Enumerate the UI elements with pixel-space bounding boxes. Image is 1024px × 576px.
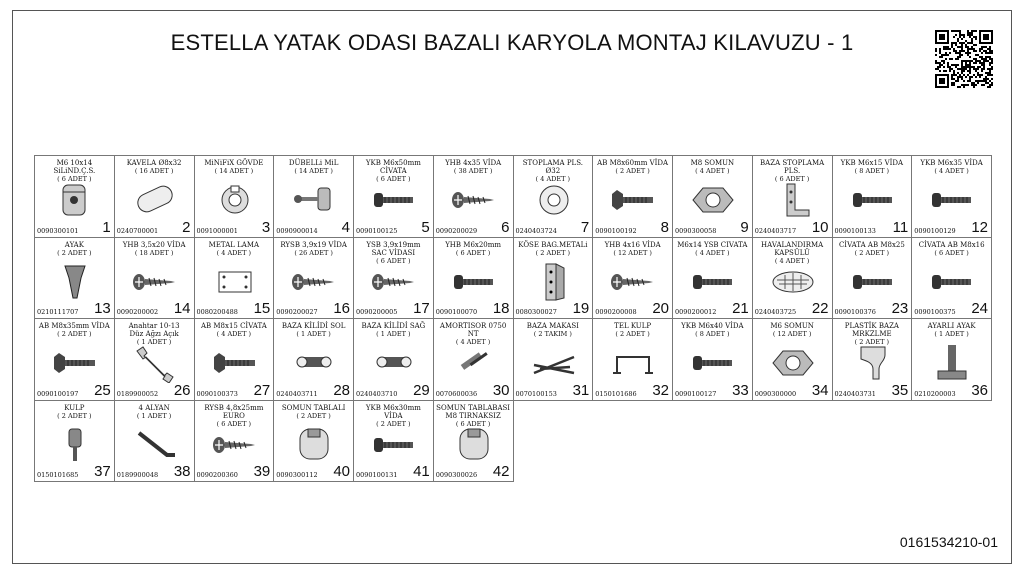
part-cell [593, 156, 673, 238]
part-name [37, 404, 112, 420]
part-name [276, 404, 351, 420]
part-number: 15 [253, 300, 271, 317]
part-cell [274, 401, 354, 483]
part-number: 39 [253, 463, 271, 480]
empty-cell [833, 401, 913, 483]
part-quantity: ( 2 ADET ) [854, 338, 890, 346]
part-quantity: ( 4 ADET ) [695, 167, 730, 175]
part-code: 0090100129 [914, 226, 956, 235]
part-name [675, 322, 750, 338]
part-code: 0240403725 [754, 308, 797, 316]
part-cell [514, 319, 594, 401]
allen-key-icon [131, 425, 179, 465]
cap-nut-icon [450, 425, 498, 465]
foot-icon [928, 343, 976, 383]
part-code: 0090100125 [356, 226, 398, 235]
part-code: 0210111707 [37, 308, 79, 316]
part-cell [115, 156, 195, 238]
part-quantity: ( 16 ADET ) [134, 167, 174, 175]
part-name [436, 159, 511, 175]
part-number: 30 [492, 381, 510, 399]
part-name [516, 241, 591, 257]
bolt-icon [928, 180, 976, 220]
part-quantity: ( 1 ADET ) [934, 330, 969, 338]
part-name-text: KAVELA Ø8x32 [126, 159, 182, 167]
part-cell [753, 156, 833, 238]
part-quantity: ( 1 ADET ) [376, 330, 411, 338]
cylinder-nut-icon [51, 180, 99, 220]
part-quantity: ( 1 ADET ) [296, 330, 331, 338]
part-code: 0189900052 [116, 389, 159, 398]
part-code: 0240403731 [834, 389, 876, 398]
part-cell [593, 238, 673, 320]
part-number: 25 [94, 381, 111, 399]
part-name [37, 322, 112, 338]
part-name-text: RYSB 4,8x25mm EURO [204, 403, 264, 420]
part-quantity: ( 14 ADET ) [214, 167, 254, 175]
part-number: 19 [572, 300, 590, 317]
part-code: 0090200360 [196, 471, 238, 479]
part-code: 0090300026 [435, 471, 478, 479]
part-cell [35, 319, 115, 401]
part-quantity: ( 2 ADET ) [615, 330, 650, 338]
part-name-text: YHB 3,5x20 VİDA [122, 240, 186, 249]
part-quantity: ( 2 ADET ) [57, 330, 92, 338]
part-number: 4 [341, 218, 350, 236]
screw-icon [290, 262, 338, 302]
part-code: 0090300000 [754, 389, 797, 398]
parts-grid [34, 155, 992, 482]
part-quantity: ( 6 ADET ) [934, 248, 969, 257]
part-cell [354, 319, 434, 401]
vent-icon [769, 262, 817, 302]
part-quantity: ( 6 ADET ) [376, 175, 411, 183]
part-name-text: MiNiFiX GÖVDE [204, 159, 264, 167]
part-name-text: YHB 4x16 VİDA [604, 240, 661, 249]
part-code: 0090300112 [276, 471, 318, 479]
part-name-text: BAZA STOPLAMA PLS. [760, 159, 825, 175]
part-quantity: ( 4 ADET ) [695, 248, 730, 257]
part-cell [753, 238, 833, 320]
part-name-text: AB M8x60mm VİDA [597, 159, 669, 167]
part-quantity: ( 2 ADET ) [535, 248, 571, 257]
bolt-icon [689, 343, 737, 383]
part-name-text: 4 ALYAN [138, 403, 170, 412]
part-cell [673, 156, 753, 238]
part-code: 0070600036 [435, 389, 478, 398]
part-number: 17 [413, 300, 430, 317]
part-code: 0090100197 [37, 389, 79, 398]
part-cell [833, 156, 913, 238]
part-quantity: ( 12 ADET ) [613, 248, 652, 257]
part-cell [434, 238, 514, 320]
part-name [675, 241, 750, 257]
screw-icon [211, 425, 259, 465]
part-quantity: ( 2 ADET ) [615, 167, 650, 175]
part-name-text: YSB 3,9x19mm SAC VİDASI [366, 240, 421, 257]
part-name [37, 241, 112, 257]
part-name-text: M6 10x14 SiLiND.Ç.S. [53, 159, 96, 175]
part-name-text: YKB M6x35 VİDA [920, 159, 983, 167]
part-name-text: Anahtar 10-13 Düz Ağzı Açık [128, 322, 180, 338]
part-number: 33 [732, 381, 749, 399]
document-number: 0161534210-01 [899, 534, 998, 550]
part-quantity: ( 8 ADET ) [854, 167, 890, 175]
part-quantity: ( 6 ADET ) [216, 419, 252, 428]
nut-icon [689, 180, 737, 220]
part-quantity: ( 6 ADET ) [455, 248, 491, 257]
part-name [276, 322, 351, 338]
part-quantity: ( 1 ADET ) [136, 338, 172, 346]
empty-cell [912, 401, 992, 483]
part-number: 40 [333, 463, 350, 480]
part-name-text: DÜBELLi MiL [288, 159, 339, 167]
part-number: 31 [572, 381, 590, 399]
screw-icon [370, 262, 418, 302]
part-name [914, 322, 989, 338]
part-number: 41 [413, 463, 430, 480]
part-code: 0080200488 [196, 308, 238, 316]
part-name-text: AMORTISOR 0750 NT [439, 322, 507, 338]
part-cell [912, 238, 992, 320]
part-code: 0090100133 [834, 226, 876, 235]
part-name-text: STOPLAMA PLS. Ø32 [522, 159, 583, 175]
part-code: 0150101686 [595, 389, 637, 398]
part-cell [833, 319, 913, 401]
bolt-icon [450, 262, 498, 302]
part-quantity: ( 26 ADET ) [294, 248, 333, 257]
part-code: 0090200008 [595, 308, 637, 316]
part-number: 12 [971, 218, 988, 236]
bolt-icon [849, 262, 897, 302]
part-code: 0240403710 [356, 389, 398, 398]
stopper-icon [530, 180, 578, 220]
part-name-text: BAZA KİLİDİ SAĞ [361, 322, 426, 330]
bracket-icon [769, 180, 817, 220]
bolt-icon [689, 262, 737, 302]
hex-bolt-icon [211, 343, 259, 383]
part-number: 1 [102, 218, 111, 236]
leg-icon [51, 262, 99, 302]
part-number: 23 [891, 300, 909, 317]
part-name [595, 159, 670, 175]
part-code: 0090100373 [196, 389, 238, 398]
part-quantity: ( 38 ADET ) [453, 167, 493, 175]
part-name [117, 404, 192, 420]
part-number: 8 [660, 218, 669, 236]
qr-code-icon [935, 30, 993, 88]
part-number: 28 [333, 381, 350, 399]
part-number: 3 [261, 218, 271, 236]
part-number: 36 [971, 381, 988, 399]
part-quantity: ( 6 ADET ) [376, 256, 411, 265]
part-cell [833, 238, 913, 320]
part-code: 0090200012 [675, 308, 717, 316]
part-cell [912, 319, 992, 401]
part-cell [274, 238, 354, 320]
part-code: 0090300058 [675, 226, 717, 235]
part-name-text: TEL KULP [614, 322, 652, 330]
part-number: 7 [580, 218, 590, 236]
part-quantity: ( 2 ADET ) [854, 248, 890, 257]
part-number: 42 [492, 463, 510, 480]
part-name [197, 159, 272, 175]
part-number: 16 [333, 300, 350, 317]
part-name-text: AYARLI AYAK [927, 322, 976, 330]
part-number: 13 [94, 300, 111, 317]
minifix-icon [211, 180, 259, 220]
part-cell [195, 156, 275, 238]
part-name [595, 322, 670, 338]
bolt-icon [849, 180, 897, 220]
part-quantity: ( 6 ADET ) [455, 419, 491, 428]
part-number: 11 [892, 218, 909, 236]
part-code: 0240403717 [754, 226, 797, 235]
part-code: 0090200002 [116, 308, 159, 316]
part-cell [354, 401, 434, 483]
part-code: 0150101685 [37, 471, 79, 479]
part-code: 0090200027 [276, 308, 318, 316]
part-name-text: BAZA MAKASI [526, 322, 579, 330]
part-name-text: AB M8x35mm VİDA [38, 322, 110, 330]
part-number: 6 [501, 218, 510, 236]
part-code: 0090100070 [435, 308, 478, 316]
part-number: 10 [811, 218, 829, 236]
part-code: 0240403711 [276, 389, 318, 398]
screw-icon [609, 262, 657, 302]
part-name-text: YHB M6x20mm [445, 240, 502, 249]
part-number: 37 [94, 463, 111, 480]
part-cell [434, 319, 514, 401]
part-code: 0090200005 [356, 308, 398, 316]
plate-icon [211, 262, 259, 302]
part-number: 21 [732, 300, 749, 317]
part-name-text: HAVALANDIRMA KAPSÜLÜ [761, 240, 824, 257]
part-number: 20 [652, 300, 669, 317]
part-cell [35, 156, 115, 238]
part-name-text: YHB 4x35 VİDA [445, 159, 502, 167]
bolt-icon [370, 180, 418, 220]
part-name-text: YKB M6x40 VİDA [681, 322, 744, 330]
part-cell [115, 238, 195, 320]
part-name-text: M8 SOMUN [690, 159, 735, 167]
part-name-text: AB M8x15 CİVATA [200, 322, 267, 330]
part-cell [593, 319, 673, 401]
part-quantity: ( 4 ADET ) [934, 167, 969, 175]
part-cell [673, 319, 753, 401]
empty-cell [673, 401, 753, 483]
part-cell [354, 238, 434, 320]
part-number: 32 [652, 381, 669, 399]
part-name-text: RYSB 3,9x19 VİDA [280, 240, 347, 249]
empty-cell [753, 401, 833, 483]
part-number: 35 [891, 381, 909, 399]
part-cell [195, 238, 275, 320]
part-quantity: ( 14 ADET ) [294, 167, 333, 175]
part-quantity: ( 2 ADET ) [296, 411, 331, 420]
part-code: 0090200029 [435, 226, 478, 235]
wire-handle-icon [609, 343, 657, 383]
part-name-text: CİVATA AB M8x16 [918, 240, 985, 249]
part-cell [274, 319, 354, 401]
part-quantity: ( 4 ADET ) [216, 330, 252, 338]
part-quantity: ( 1 ADET ) [136, 411, 172, 420]
part-cell [912, 156, 992, 238]
part-cell [753, 319, 833, 401]
part-name [117, 241, 192, 257]
part-name [914, 241, 989, 257]
empty-cell [593, 401, 673, 483]
part-name-text: YKB M6x50mm CİVATA [365, 159, 421, 175]
part-number: 5 [421, 218, 430, 236]
part-name-text: KÖSE BAG.METALi [518, 240, 588, 249]
screw-icon [131, 262, 179, 302]
part-code: 0210200003 [914, 389, 956, 398]
cap-nut-icon [290, 425, 338, 465]
hex-bolt-icon [51, 343, 99, 383]
part-number: 34 [811, 381, 829, 399]
part-name [516, 322, 591, 338]
part-number: 2 [182, 218, 191, 236]
part-cell [673, 238, 753, 320]
part-cell [195, 319, 275, 401]
dowel-pin-icon [290, 180, 338, 220]
part-name-text: YKB M6x30mm VİDA [365, 403, 421, 420]
part-name [197, 322, 272, 338]
part-quantity: ( 2 ADET ) [376, 419, 411, 428]
part-quantity: ( 2 TAKIM ) [533, 330, 572, 338]
part-code: 0091000001 [196, 226, 238, 235]
part-quantity: ( 4 ADET ) [774, 256, 810, 265]
part-code: 0240700001 [116, 226, 159, 235]
part-code: 0189900048 [116, 471, 159, 479]
part-number: 14 [173, 300, 191, 317]
part-name [755, 322, 830, 338]
part-number: 26 [173, 381, 191, 399]
part-name-text: AYAK [64, 240, 84, 249]
part-code: 0090100131 [356, 471, 398, 479]
part-name-text: METAL LAMA [208, 240, 260, 249]
part-quantity: ( 2 ADET ) [57, 248, 92, 257]
part-number: 18 [492, 300, 510, 317]
hex-bolt-icon [609, 180, 657, 220]
part-code: 0090100127 [675, 389, 717, 398]
dowel-icon [131, 180, 179, 220]
part-quantity: ( 6 ADET ) [57, 175, 92, 183]
part-name [835, 159, 910, 175]
part-name-text: CİVATA AB M8x25 [838, 240, 905, 249]
screw-icon [450, 180, 498, 220]
part-cell [514, 156, 594, 238]
part-cell [274, 156, 354, 238]
part-name [675, 159, 750, 175]
part-quantity: ( 4 ADET ) [455, 338, 491, 346]
handle-icon [51, 425, 99, 465]
part-name-text: KULP [64, 403, 85, 412]
part-name-text: SOMUN TABLABASI M8 TIRNAKSIZ [436, 403, 511, 420]
part-name [276, 159, 351, 175]
part-number: 27 [253, 381, 271, 399]
part-code: 0240403724 [515, 226, 557, 235]
part-name-text: PLASTİK BAZA MRKZLME [844, 322, 899, 338]
lock-icon [370, 343, 418, 383]
part-quantity: ( 12 ADET ) [772, 330, 812, 338]
empty-cell [514, 401, 594, 483]
part-name [436, 241, 511, 257]
bolt-icon [370, 425, 418, 465]
part-name [914, 159, 989, 175]
part-name [356, 322, 431, 338]
part-cell [514, 238, 594, 320]
part-cell [35, 238, 115, 320]
part-code: 0090300101 [37, 226, 79, 235]
part-name [595, 241, 670, 257]
lock-icon [290, 343, 338, 383]
page-title: ESTELLA YATAK ODASI BAZALI KARYOLA MONTAJ KILAVUZU - 1 [170, 30, 854, 55]
part-quantity: ( 18 ADET ) [134, 248, 174, 257]
part-name [197, 241, 272, 257]
part-name-text: SOMUN TABLALI [281, 403, 346, 412]
part-code: 0080300027 [515, 308, 557, 316]
part-number: 9 [740, 218, 749, 236]
bolt-icon [928, 262, 976, 302]
wrench-icon [131, 343, 179, 383]
part-cell [115, 319, 195, 401]
part-name [276, 241, 351, 257]
part-cell [434, 156, 514, 238]
part-name-text: M6 SOMUN [770, 322, 814, 330]
part-quantity: ( 8 ADET ) [695, 330, 730, 338]
part-quantity: ( 2 ADET ) [57, 411, 92, 420]
corner-icon [530, 262, 578, 302]
nut-icon [769, 343, 817, 383]
part-code: 0090100376 [834, 308, 876, 316]
part-quantity: ( 4 ADET ) [216, 248, 252, 257]
scissor-icon [530, 343, 578, 383]
part-number: 38 [173, 463, 191, 480]
part-code: 0090100375 [914, 308, 956, 316]
part-number: 29 [413, 381, 430, 399]
shock-icon [450, 343, 498, 383]
part-name [835, 241, 910, 257]
part-quantity: ( 4 ADET ) [535, 175, 571, 183]
clip-icon [849, 343, 897, 383]
part-cell [115, 401, 195, 483]
part-cell [354, 156, 434, 238]
part-cell [434, 401, 514, 483]
part-cell [35, 401, 115, 483]
part-name-text: M6x14 YSB CIVATA [677, 240, 748, 249]
part-name-text: BAZA KİLİDİ SOL [281, 322, 346, 330]
part-cell [195, 401, 275, 483]
part-code: 0090900014 [276, 226, 318, 235]
part-number: 22 [811, 300, 829, 317]
part-code: 0090100192 [595, 226, 637, 235]
part-code: 0070100153 [515, 389, 557, 398]
part-name-text: YKB M6x15 VİDA [840, 159, 904, 167]
part-name [117, 159, 192, 175]
part-quantity: ( 6 ADET ) [774, 175, 810, 183]
part-number: 24 [971, 300, 988, 317]
